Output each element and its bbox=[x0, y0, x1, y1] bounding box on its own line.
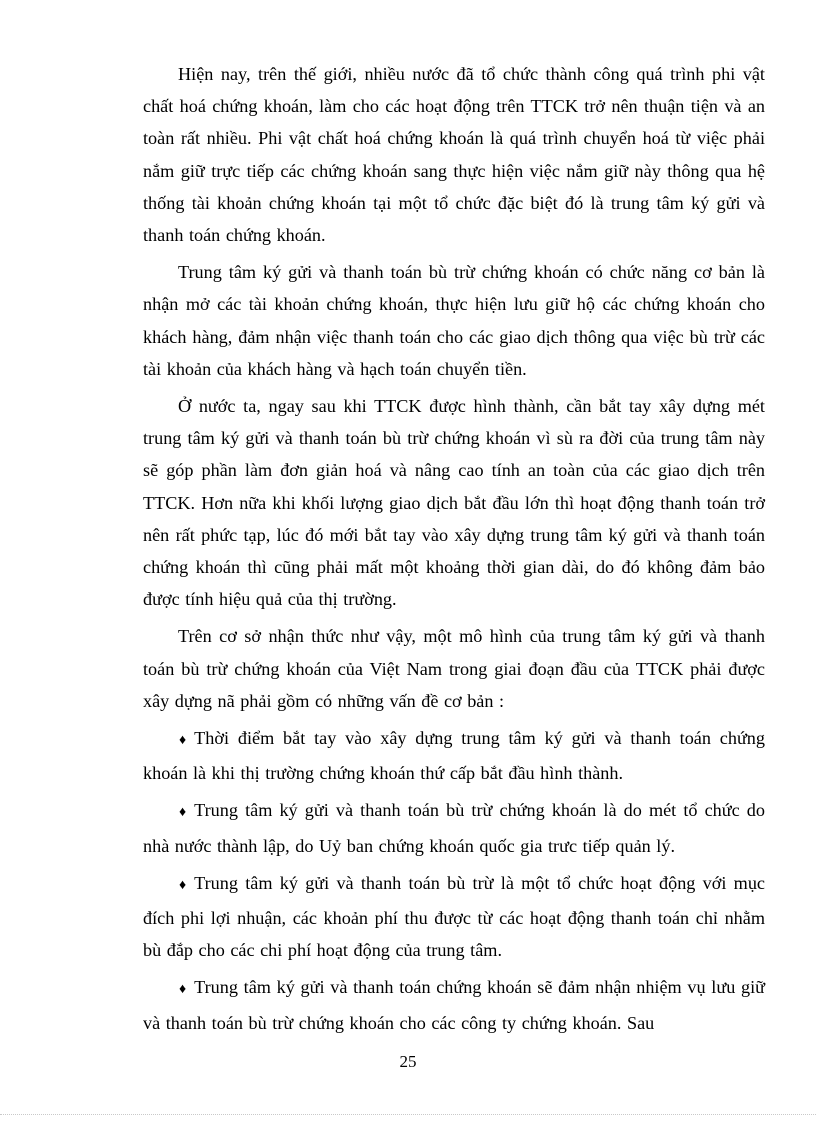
diamond-bullet-icon: ♦ bbox=[179, 877, 187, 893]
bullet-text: Trung tâm ký gửi và thanh toán bù trừ là một tổ chức hoạt động với mục đích phi lợi nhuận, các khoản phí thu được từ các hoạt động thanh toán chỉ nhằm bù đắp cho các chi phí hoạt động của trung tâm. bbox=[143, 872, 765, 961]
paragraph-model-intro: Trên cơ sở nhận thức như vậy, một mô hình của trung tâm ký gửi và thanh toán bù trừ chứng khoán của Việt Nam trong giai đoạn đầu của TTCK phải được xây dựng nã phải gồm có những vấn đề cơ bản : bbox=[143, 626, 765, 711]
paragraph-dematerialization: Hiện nay, trên thế giới, nhiều nước đã tổ chức thành công quá trình phi vật chất hoá chứng khoán, làm cho các hoạt động trên TTCK trở nên thuận tiện và an toàn rất nhiều. Phi vật chất hoá chứng khoán là quá trình chuyển hoá từ việc phải nắm giữ trực tiếp các chứng khoán sang thực hiện việc nắm giữ này thông qua hệ thống tài khoản chứng khoán tại một tổ chức đặc biệt đó là trung tâm ký gửi và thanh toán chứng khoán. bbox=[143, 64, 765, 246]
paragraph-vietnam-need: Ở nước ta, ngay sau khi TTCK được hình thành, cần bắt tay xây dựng mét trung tâm ký gửi và thanh toán bù trừ chứng khoán vì sù ra đời của trung tâm này sẽ góp phần làm đơn giản hoá và nâng cao tính an toàn của các giao dịch trên TTCK. Hơn nữa khi khối lượng giao dịch bắt đầu lớn thì hoạt động thanh toán trở nên rất phức tạp, lúc đó mới bắt tay vào xây dựng trung tâm ký gửi và thanh toán chứng khoán thì cũng phải mất một khoảng thời gian dài, do đó không đảm bảo được tính hiệu quả của thị trường. bbox=[143, 396, 765, 610]
bullet-item bbox=[143, 794, 765, 861]
bullet-text: Thời điểm bắt tay vào xây dựng trung tâm ký gửi và thanh toán chứng khoán là khi thị trường chứng khoán thứ cấp bắt đầu hình thành. bbox=[143, 728, 765, 784]
page-edge-divider bbox=[0, 1114, 816, 1115]
diamond-bullet-icon: ♦ bbox=[179, 733, 187, 749]
paragraph-center-functions: Trung tâm ký gửi và thanh toán bù trừ chứng khoán có chức năng cơ bản là nhận mở các tài khoản chứng khoán, thực hiện lưu giữ hộ các chứng khoán cho khách hàng, đảm nhận việc thanh toán cho các giao dịch thông qua việc bù trừ các tài khoản của khách hàng và hạch toán chuyển tiền. bbox=[143, 262, 765, 379]
bullet-text: Trung tâm ký gửi và thanh toán chứng khoán sẽ đảm nhận nhiệm vụ lưu giữ và thanh toán bù trừ chứng khoán cho các công ty chứng khoán. Sau bbox=[143, 977, 765, 1033]
diamond-bullet-icon: ♦ bbox=[179, 805, 187, 821]
page-number: 25 bbox=[399, 1052, 417, 1071]
bullet-item bbox=[143, 867, 765, 967]
bullet-text: Trung tâm ký gửi và thanh toán bù trừ chứng khoán là do mét tổ chức do nhà nước thành lập, do Uỷ ban chứng khoán quốc gia trưc tiếp quản lý. bbox=[143, 800, 765, 856]
bullet-item bbox=[143, 971, 765, 1038]
bullet-item bbox=[143, 722, 765, 789]
page-body bbox=[143, 58, 765, 1044]
diamond-bullet-icon: ♦ bbox=[179, 982, 187, 998]
